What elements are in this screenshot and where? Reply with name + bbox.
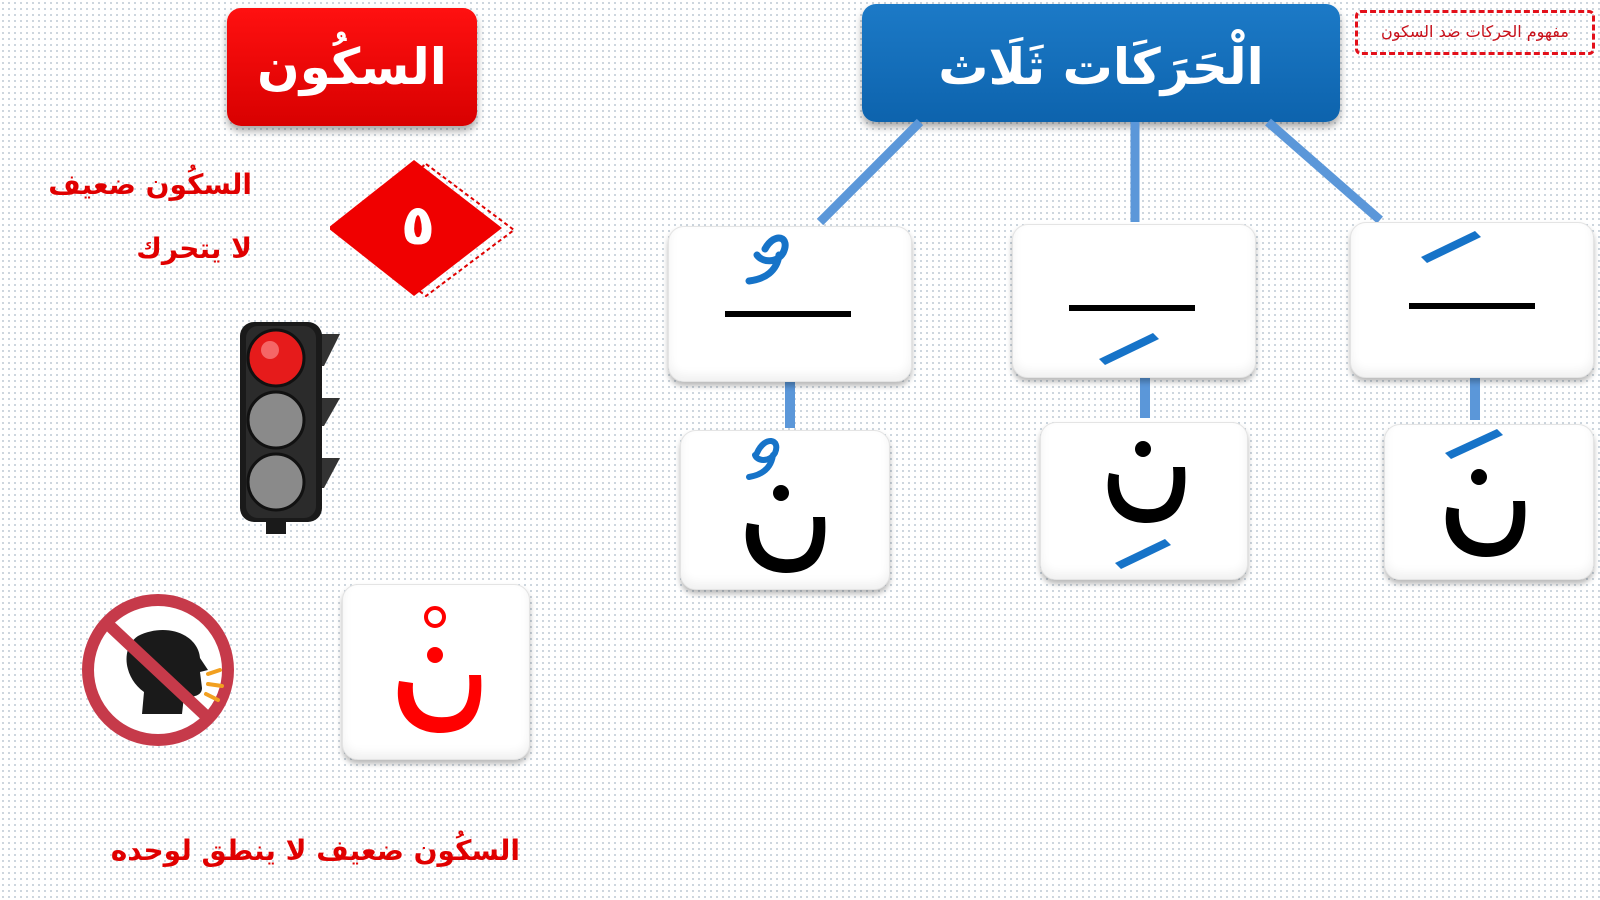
fatha-mark-icon <box>1351 223 1593 377</box>
sukun-letter-card[interactable] <box>342 584 530 760</box>
haraka-card-fatha[interactable] <box>1350 222 1594 378</box>
no-move-text: لا يتحرك <box>136 232 252 265</box>
noon-kasra-icon <box>1041 423 1247 579</box>
damma-mark-icon <box>669 227 911 381</box>
connector-damma <box>820 122 920 222</box>
connector-fatha <box>1268 122 1380 220</box>
letter-card-fatha[interactable] <box>1384 424 1594 580</box>
kasra-mark-icon <box>1013 225 1255 377</box>
no-speaking-icon <box>80 592 240 752</box>
traffic-light-icon <box>236 316 346 538</box>
harakat-title: الْحَرَكَات ثَلَاث <box>862 4 1340 122</box>
number-badge: ٥ <box>400 193 436 258</box>
sukun-title: السكُون <box>227 8 477 126</box>
letter-card-kasra[interactable] <box>1040 422 1248 580</box>
sukun-weak-text: السكُون ضعيف <box>48 168 252 201</box>
topic-tag: مفهوم الحركات ضد السكون <box>1355 10 1595 55</box>
bottom-text: السكُون ضعيف لا ينطق لوحده <box>110 834 520 867</box>
noon-damma-icon <box>681 431 889 589</box>
letter-card-damma[interactable] <box>680 430 890 590</box>
noon-fatha-icon <box>1385 425 1593 579</box>
haraka-card-damma[interactable] <box>668 226 912 382</box>
haraka-card-kasra[interactable] <box>1012 224 1256 378</box>
noon-sukun-icon <box>343 585 529 759</box>
